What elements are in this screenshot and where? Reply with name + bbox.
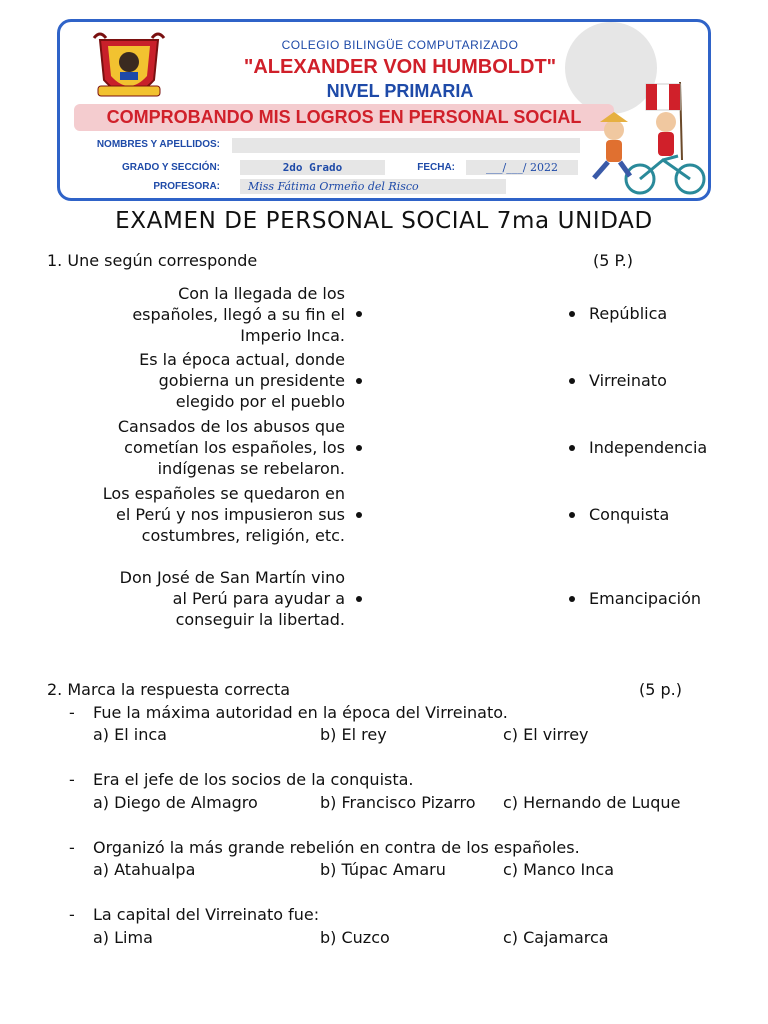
- q2-item-1-option-c[interactable]: c) El virrey: [503, 725, 589, 744]
- date-label: FECHA:: [417, 162, 455, 173]
- q2-item-1-option-b[interactable]: b) El rey: [320, 725, 387, 744]
- q2-item-2-option-c[interactable]: c) Hernando de Luque: [503, 793, 681, 812]
- match-dot-right-4[interactable]: [569, 512, 575, 518]
- q1-points: (5 P.): [593, 251, 633, 270]
- match-right-1: República: [589, 304, 668, 323]
- match-dot-left-3[interactable]: [356, 445, 362, 451]
- q2-item-3-option-b[interactable]: b) Túpac Amaru: [320, 860, 446, 879]
- school-crest-icon: [90, 30, 168, 110]
- q2-item-2-option-b[interactable]: b) Francisco Pizarro: [320, 793, 476, 812]
- q2-item-3-dash: -: [69, 838, 75, 857]
- q2-item-4-option-b[interactable]: b) Cuzco: [320, 928, 390, 947]
- school-level: NIVEL PRIMARIA: [326, 81, 474, 101]
- match-dot-left-5[interactable]: [356, 596, 362, 602]
- match-dot-right-1[interactable]: [569, 311, 575, 317]
- q2-item-3-question: Organizó la más grande rebelión en contra de los españoles.: [93, 838, 580, 857]
- school-name: "ALEXANDER VON HUMBOLDT": [243, 56, 557, 78]
- children-bicycle-illustration-icon: [578, 78, 710, 198]
- grade-field[interactable]: 2do Grado: [240, 160, 385, 175]
- match-left-3: Cansados de los abusos que cometían los españoles, los indígenas se rebelaron.: [117, 417, 345, 478]
- q2-item-2-option-a[interactable]: a) Diego de Almagro: [93, 793, 258, 812]
- match-right-2: Virreinato: [589, 371, 667, 390]
- name-label: NOMBRES Y APELLIDOS:: [96, 139, 220, 150]
- match-right-4: Conquista: [589, 505, 670, 524]
- q2-item-2-question: Era el jefe de los socios de la conquista.: [93, 770, 414, 789]
- match-dot-right-5[interactable]: [569, 596, 575, 602]
- q2-item-4-question: La capital del Virreinato fue:: [93, 905, 320, 924]
- q2-item-4-option-c[interactable]: c) Cajamarca: [503, 928, 609, 947]
- match-right-5: Emancipación: [589, 589, 702, 608]
- teacher-label: PROFESORA:: [153, 181, 220, 192]
- q2-item-3-option-c[interactable]: c) Manco Inca: [503, 860, 615, 879]
- match-right-3: Independencia: [589, 438, 708, 457]
- q2-item-4-dash: -: [69, 905, 75, 924]
- date-field[interactable]: ___/___/ 2022: [466, 160, 578, 175]
- q2-item-1-question: Fue la máxima autoridad en la época del Virreinato.: [93, 703, 508, 722]
- q2-item-1-dash: -: [69, 703, 75, 722]
- q2-item-4-option-a[interactable]: a) Lima: [93, 928, 153, 947]
- match-left-5: Don José de San Martín vino al Perú para ayudar a conseguir la libertad.: [119, 568, 345, 629]
- match-left-2: Es la época actual, donde gobierna un presidente elegido por el pueblo: [139, 350, 345, 411]
- match-left-1: Con la llegada de los españoles, llegó a su fin el Imperio Inca.: [132, 284, 345, 345]
- q2-item-2-dash: -: [69, 770, 75, 789]
- q2-points: (5 p.): [639, 680, 682, 699]
- match-dot-left-4[interactable]: [356, 512, 362, 518]
- school-type: COLEGIO BILINGÜE COMPUTARIZADO: [281, 38, 519, 52]
- grade-label: GRADO Y SECCIÓN:: [122, 162, 220, 173]
- q2-item-3-option-a[interactable]: a) Atahualpa: [93, 860, 196, 879]
- exam-title: EXAMEN DE PERSONAL SOCIAL 7ma UNIDAD: [115, 208, 653, 234]
- match-dot-right-3[interactable]: [569, 445, 575, 451]
- name-field[interactable]: [232, 138, 580, 153]
- match-dot-right-2[interactable]: [569, 378, 575, 384]
- teacher-field: Miss Fátima Ormeño del Risco: [240, 179, 506, 194]
- q2-heading: 2. Marca la respuesta correcta: [47, 680, 291, 699]
- q1-heading: 1. Une según corresponde: [47, 251, 258, 270]
- q2-item-1-option-a[interactable]: a) El inca: [93, 725, 167, 744]
- match-left-4: Los españoles se quedaron en el Perú y nos impusieron sus costumbres, religión, etc.: [102, 484, 345, 545]
- match-dot-left-1[interactable]: [356, 311, 362, 317]
- exam-banner: COMPROBANDO MIS LOGROS EN PERSONAL SOCIAL: [74, 104, 614, 131]
- match-dot-left-2[interactable]: [356, 378, 362, 384]
